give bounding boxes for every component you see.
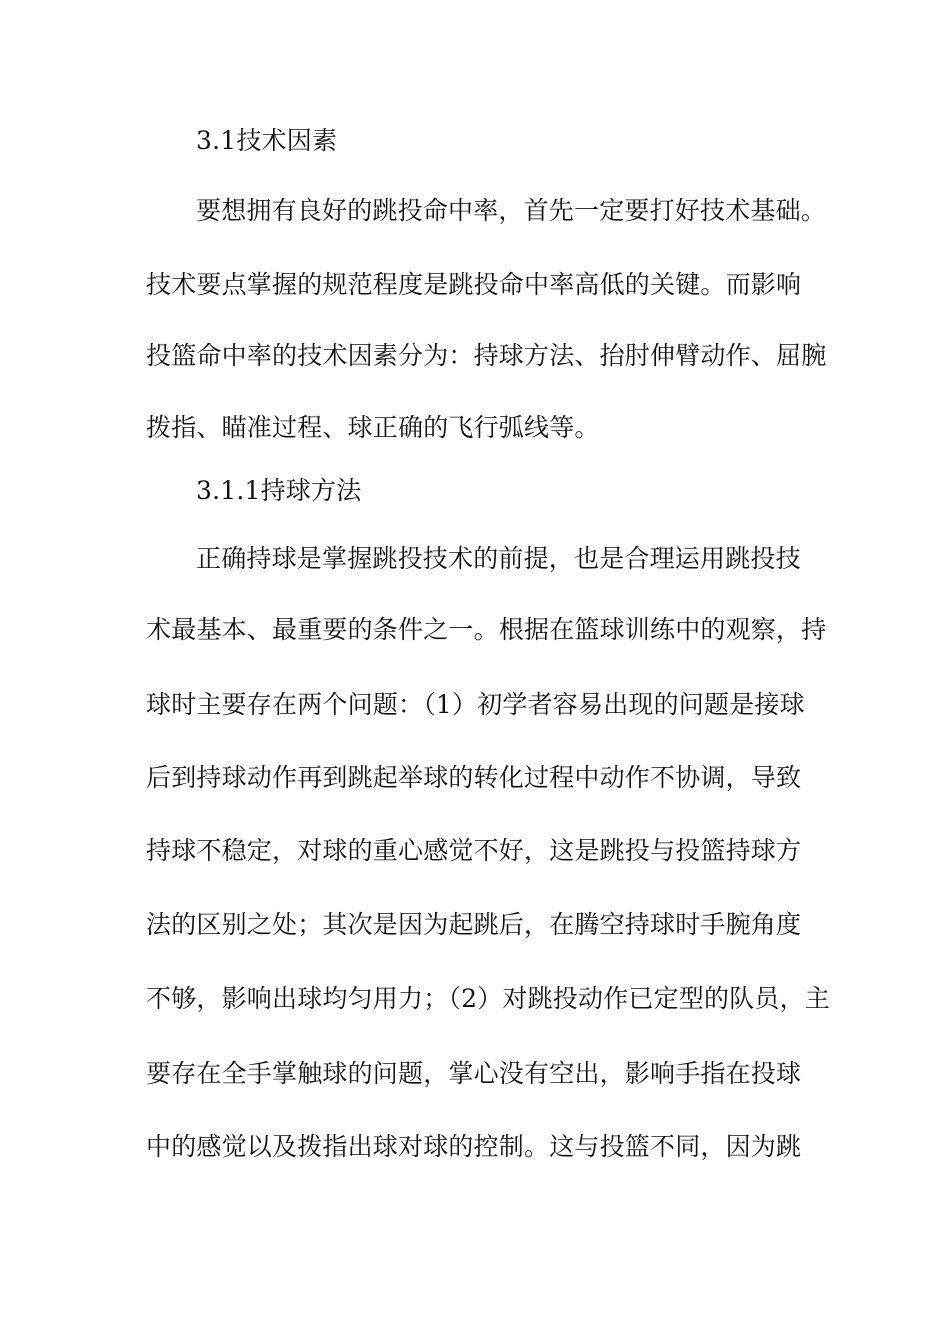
- paragraph-line: 后到持球动作再到跳起举球的转化过程中动作不协调，导致: [146, 763, 802, 792]
- section-heading-3-1-1: 3.1.1持球方法: [196, 476, 362, 505]
- paragraph-line: 拨指、瞄准过程、球正确的飞行弧线等。: [146, 413, 600, 442]
- paragraph-line: 球时主要存在两个问题：（1）初学者容易出现的问题是接球: [146, 690, 805, 719]
- section-heading-3-1: 3.1技术因素: [196, 126, 338, 155]
- paragraph-line: 法的区别之处；其次是因为起跳后，在腾空持球时手腕角度: [146, 910, 802, 939]
- paragraph-line: 要想拥有良好的跳投命中率，首先一定要打好技术基础。: [196, 196, 827, 225]
- paragraph-line: 投篮命中率的技术因素分为：持球方法、抬肘伸臂动作、屈腕: [146, 341, 827, 370]
- paragraph-line: 中的感觉以及拨指出球对球的控制。这与投篮不同，因为跳: [146, 1132, 802, 1161]
- paragraph-line: 技术要点掌握的规范程度是跳投命中率高低的关键。而影响: [146, 270, 802, 299]
- paragraph-line: 不够，影响出球均匀用力；（2）对跳投动作已定型的队员，主: [146, 984, 831, 1013]
- paragraph-line: 要存在全手掌触球的问题，掌心没有空出，影响手指在投球: [146, 1059, 802, 1088]
- paragraph-line: 术最基本、最重要的条件之一。根据在篮球训练中的观察，持: [146, 615, 827, 644]
- paragraph-line: 持球不稳定，对球的重心感觉不好，这是跳投与投篮持球方: [146, 836, 802, 865]
- paragraph-line: 正确持球是掌握跳投技术的前提，也是合理运用跳投技: [196, 544, 801, 573]
